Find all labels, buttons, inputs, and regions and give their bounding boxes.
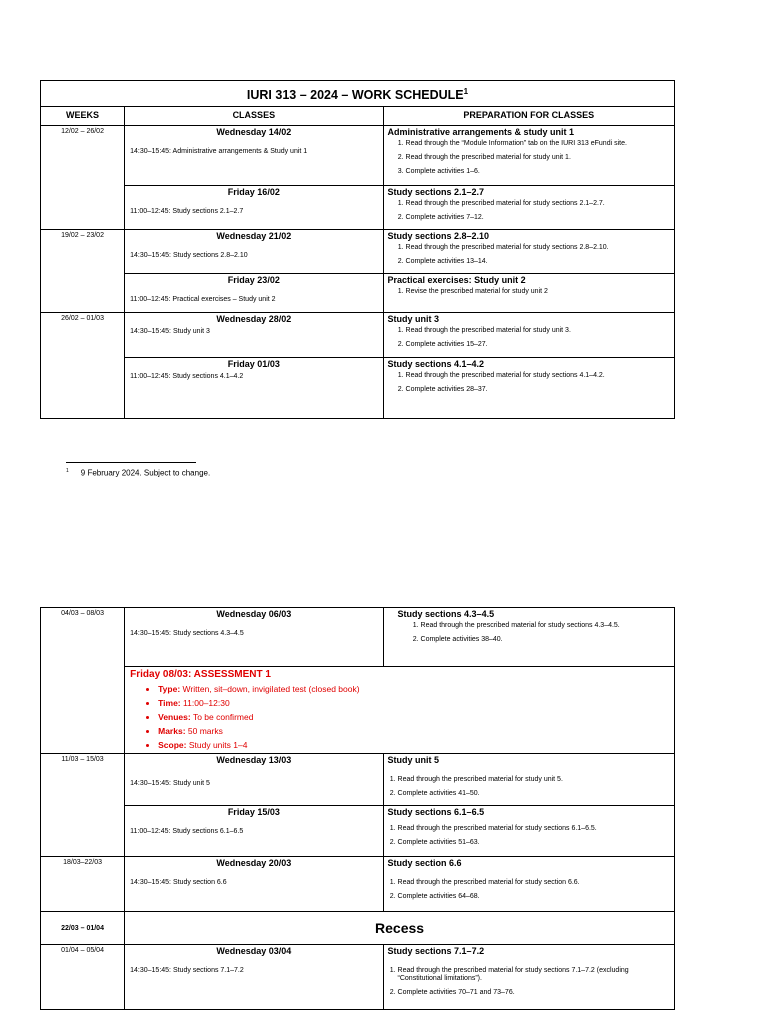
table-row bbox=[41, 806, 675, 857]
class-cell bbox=[125, 945, 383, 1010]
prep-cell bbox=[383, 274, 674, 313]
table-row bbox=[41, 186, 675, 230]
prep-cell bbox=[383, 754, 674, 806]
footnote bbox=[66, 468, 210, 478]
assessment-value: 11:00–12:30 bbox=[183, 698, 230, 708]
prep-title: Study sections 4.1–4.2 bbox=[387, 359, 485, 370]
recess-week-cell: 22/03 – 01/04 bbox=[41, 912, 125, 945]
class-time: 14:30–15:45: Study unit 5 bbox=[130, 780, 210, 787]
assessment-heading: Friday 08/03: ASSESSMENT 1 bbox=[130, 669, 271, 680]
prep-item: 2. Complete activities 7–12. bbox=[406, 214, 674, 222]
class-time: 14:30–15:45: Study sections 4.3–4.5 bbox=[130, 630, 244, 637]
prep-item: 2. Complete activities 13–14. bbox=[406, 258, 674, 266]
assessment-value: Written, sit–down, invigilated test (closed book) bbox=[182, 684, 360, 694]
week-cell: 18/03–22/03 bbox=[41, 857, 125, 912]
prep-item: 2. Complete activities 64–68. bbox=[398, 893, 674, 901]
class-cell bbox=[125, 186, 383, 230]
class-time: 14:30–15:45: Study unit 3 bbox=[130, 328, 210, 336]
assessment-label: Time: bbox=[158, 698, 181, 708]
prep-cell bbox=[383, 945, 674, 1010]
class-day: Friday 23/02 bbox=[227, 275, 280, 286]
assessment-item bbox=[158, 725, 674, 737]
table-row bbox=[41, 274, 675, 313]
class-time: 14:30–15:45: Study sections 2.8–2.10 bbox=[130, 252, 248, 260]
assessment-label: Type: bbox=[158, 684, 181, 694]
prep-item: 3. Complete activities 1–6. bbox=[406, 168, 674, 176]
class-day: Friday 01/03 bbox=[227, 359, 280, 370]
week-cell: 12/02 – 26/02 bbox=[41, 126, 125, 230]
prep-item: 1. Revise the prescribed material for study unit 2 bbox=[406, 288, 674, 296]
recess-row bbox=[41, 912, 675, 945]
week-cell: 26/02 – 01/03 bbox=[41, 313, 125, 419]
class-cell bbox=[125, 313, 383, 358]
prep-title: Study sections 6.1–6.5 bbox=[387, 807, 485, 817]
table-row bbox=[41, 608, 675, 667]
prep-title: Practical exercises: Study unit 2 bbox=[387, 275, 526, 286]
footnote-marker: 1 bbox=[66, 468, 69, 474]
prep-title: Study sections 7.1–7.2 bbox=[387, 946, 485, 956]
class-day: Friday 16/02 bbox=[227, 187, 280, 198]
assessment-value: Study units 1–4 bbox=[188, 740, 248, 750]
class-time: 14:30–15:45: Administrative arrangements & Study unit 1 bbox=[130, 148, 308, 156]
class-day: Wednesday 14/02 bbox=[216, 127, 292, 138]
class-day: Friday 15/03 bbox=[227, 807, 280, 817]
prep-item: 1. Read through the prescribed material for study sections 4.1–4.2. bbox=[406, 372, 674, 380]
prep-title: Study section 6.6 bbox=[387, 858, 462, 868]
prep-title: Study unit 5 bbox=[387, 755, 440, 765]
assessment-item bbox=[158, 697, 674, 709]
assessment-value: To be confirmed bbox=[192, 712, 254, 722]
class-time: 11:00–12:45: Study sections 2.1–2.7 bbox=[130, 208, 244, 216]
prep-item: 1. Read through the prescribed material for study unit 3. bbox=[406, 327, 674, 335]
assessment-label: Venues: bbox=[158, 712, 191, 722]
header-classes: CLASSES bbox=[125, 107, 383, 126]
prep-item: 1. Read through the prescribed material for study section 6.6. bbox=[398, 879, 674, 887]
class-time: 14:30–15:45: Study sections 7.1–7.2 bbox=[130, 967, 244, 974]
recess-label: Recess bbox=[125, 912, 675, 945]
schedule-title bbox=[41, 81, 675, 107]
prep-cell bbox=[383, 230, 674, 274]
class-time: 11:00–12:45: Study sections 4.1–4.2 bbox=[130, 373, 244, 381]
class-day: Wednesday 03/04 bbox=[216, 946, 292, 956]
class-cell bbox=[125, 754, 383, 806]
prep-item: 1. Read through the prescribed material for study sections 6.1–6.5. bbox=[398, 825, 674, 833]
prep-title: Administrative arrangements & study unit 1 bbox=[387, 127, 575, 138]
header-weeks: WEEKS bbox=[41, 107, 125, 126]
prep-item: 1. Read through the prescribed material for study sections 4.3–4.5. bbox=[421, 622, 674, 630]
prep-title: Study sections 2.1–2.7 bbox=[387, 187, 485, 198]
prep-cell bbox=[383, 857, 674, 912]
class-day: Wednesday 06/03 bbox=[216, 609, 292, 619]
assessment-cell bbox=[125, 667, 675, 754]
table-row bbox=[41, 358, 675, 419]
footnote-separator bbox=[66, 462, 196, 463]
assessment-row bbox=[41, 667, 675, 754]
prep-item: 2. Complete activities 41–50. bbox=[398, 790, 674, 798]
week-cell: 11/03 – 15/03 bbox=[41, 754, 125, 857]
class-time: 11:00–12:45: Study sections 6.1–6.5 bbox=[130, 828, 244, 835]
prep-title: Study sections 4.3–4.5 bbox=[397, 609, 495, 619]
assessment-value: 50 marks bbox=[187, 726, 223, 736]
work-schedule-table-continued bbox=[40, 607, 675, 1010]
assessment-item bbox=[158, 711, 674, 723]
prep-item: 1. Read through the “Module Information” tab on the IURI 313 eFundi site. bbox=[406, 140, 674, 148]
class-cell bbox=[125, 358, 383, 419]
header-preparation: PREPARATION FOR CLASSES bbox=[383, 107, 674, 126]
prep-item: 1. Read through the prescribed material for study unit 5. bbox=[398, 776, 674, 784]
prep-item: 1. Read through the prescribed material for study sections 7.1–7.2 (excluding “Constitutional limitations”). bbox=[398, 967, 674, 983]
prep-item: 2. Complete activities 15–27. bbox=[406, 341, 674, 349]
prep-item: 2. Complete activities 51–63. bbox=[398, 839, 674, 847]
class-cell bbox=[125, 126, 383, 186]
class-cell bbox=[125, 857, 383, 912]
prep-cell bbox=[383, 806, 674, 857]
class-day: Wednesday 13/03 bbox=[216, 755, 292, 765]
prep-item: 1. Read through the prescribed material for study sections 2.1–2.7. bbox=[406, 200, 674, 208]
class-cell bbox=[125, 230, 383, 274]
prep-item: 2. Complete activities 38–40. bbox=[421, 636, 674, 644]
prep-cell bbox=[383, 126, 674, 186]
class-cell bbox=[125, 608, 383, 667]
class-time: 11:00–12:45: Practical exercises – Study unit 2 bbox=[130, 296, 276, 304]
table-row bbox=[41, 230, 675, 274]
prep-item: 2. Read through the prescribed material for study unit 1. bbox=[406, 154, 674, 162]
table-row bbox=[41, 754, 675, 806]
table-row bbox=[41, 126, 675, 186]
week-cell: 19/02 – 23/02 bbox=[41, 230, 125, 313]
week-cell: 04/03 – 08/03 bbox=[41, 608, 125, 754]
prep-cell bbox=[383, 358, 674, 419]
work-schedule-table bbox=[40, 80, 675, 419]
class-day: Wednesday 28/02 bbox=[216, 314, 292, 325]
footnote-text: 9 February 2024. Subject to change. bbox=[80, 468, 211, 478]
prep-item: 1. Read through the prescribed material for study sections 2.8–2.10. bbox=[406, 244, 674, 252]
prep-item: 2. Complete activities 70–71 and 73–76. bbox=[398, 989, 674, 997]
assessment-label: Marks: bbox=[158, 726, 186, 736]
class-day: Wednesday 20/03 bbox=[216, 858, 292, 868]
prep-cell bbox=[383, 608, 674, 667]
prep-cell bbox=[383, 186, 674, 230]
schedule-title-text: IURI 313 – 2024 – WORK SCHEDULE bbox=[246, 88, 464, 103]
week-cell: 01/04 – 05/04 bbox=[41, 945, 125, 1010]
prep-cell bbox=[383, 313, 674, 358]
class-cell bbox=[125, 274, 383, 313]
prep-item: 2. Complete activities 28–37. bbox=[406, 386, 674, 394]
table-row bbox=[41, 857, 675, 912]
class-day: Wednesday 21/02 bbox=[216, 231, 292, 242]
prep-title: Study unit 3 bbox=[387, 314, 440, 325]
table-row bbox=[41, 945, 675, 1010]
class-cell bbox=[125, 806, 383, 857]
class-time: 14:30–15:45: Study section 6.6 bbox=[130, 879, 227, 886]
title-footnote-marker: 1 bbox=[463, 87, 469, 96]
assessment-item bbox=[158, 683, 674, 695]
prep-title: Study sections 2.8–2.10 bbox=[387, 231, 490, 242]
table-row bbox=[41, 313, 675, 358]
assessment-label: Scope: bbox=[158, 740, 187, 750]
assessment-item bbox=[158, 739, 674, 751]
